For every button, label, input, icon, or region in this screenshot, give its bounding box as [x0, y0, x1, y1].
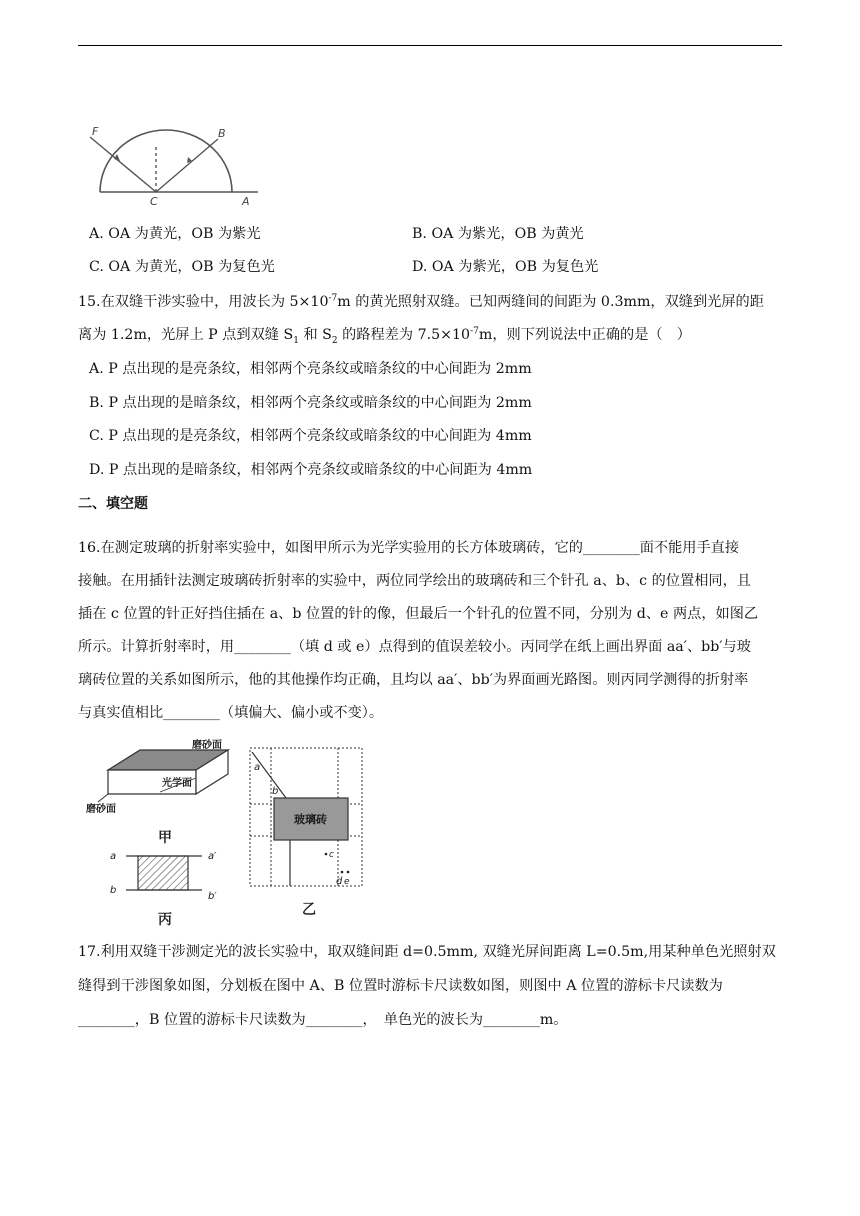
yi-d-label: d: [336, 876, 343, 887]
q17-line2: 缝得到干涉图象如图，分划板在图中 A、B 位置时游标卡尺读数如图，则图中 A 位置的游标卡尺读数为: [78, 978, 723, 994]
bing-caption: 丙: [158, 912, 172, 928]
q17-line3: ________，B 位置的游标卡尺读数为________， 单色光的波长为________m。: [78, 1012, 568, 1028]
q16-line2: 接触。在用插针法测定玻璃砖折射率的实验中，两位同学绘出的玻璃砖和三个针孔 a、b、c 的位置相同，且: [78, 573, 751, 589]
bing-a-prime-label: a′: [208, 851, 217, 862]
q15-stem-line2: 离为 1.2m，光屏上 P 点到双缝 $S_1$ 和 $S_2$ 的路程差为 $7.5\times 10^{-7}m$，则下列说法中正确的是（ ）: [78, 326, 691, 346]
label-C: C: [150, 195, 158, 208]
q16-line6: 与真实值相比________（填偏大、偏小或不变）。: [78, 705, 384, 721]
q16-line4: 所示。计算折射率时，用________（填 d 或 e）点得到的值误差较小。丙同学在纸上画出界面 aa′、bb′与玻: [78, 639, 751, 655]
bing-b-prime-label: b′: [208, 891, 217, 902]
jia-frosted-side-label: 磨砂面: [86, 804, 116, 815]
q14-option-c: C. OA 为黄光，OB 为复色光: [89, 259, 275, 275]
q17-line1: 17.利用双缝干涉测定光的波长实验中，取双缝间距 d=0.5mm, 双缝光屏间距离 L=0.5m,用某种单色光照射双: [78, 944, 776, 960]
jia-optical-face-label: 光学面: [162, 778, 192, 789]
label-B: B: [218, 127, 226, 140]
q14-semicircle-figure: [80, 125, 270, 210]
q16-line1: 16.在测定玻璃的折射率实验中，如图甲所示为光学实验用的长方体玻璃砖，它的________面不能用手直接: [78, 540, 740, 556]
label-F: F: [92, 125, 99, 138]
q15-option-a: A. P 点出现的是亮条纹，相邻两个亮条纹或暗条纹的中心间距为 2mm: [89, 361, 532, 377]
yi-c-label: c: [329, 850, 334, 860]
bing-glass-block: [138, 856, 188, 890]
jia-caption: 甲: [158, 830, 172, 846]
q15-option-c: C. P 点出现的是亮条纹，相邻两个亮条纹或暗条纹的中心间距为 4mm: [89, 428, 532, 444]
yi-glass-label: 玻璃砖: [294, 813, 327, 826]
q16-line5: 璃砖位置的关系如图所示，他的其他操作均正确，且均以 aa′、bb′为界面画光路图。则丙同学测得的折射率: [78, 672, 749, 688]
bing-a-label: a: [110, 851, 117, 862]
jia-frosted-top-label: 磨砂面: [192, 740, 222, 751]
q15-stem-line1: 15.在双缝干涉实验中，用波长为 $5\times 10^{-7}m$ 的黄光照射双缝。已知两缝间的间距为 0.3mm，双缝到光屏的距: [78, 293, 764, 310]
jia-glass-block: [98, 750, 228, 802]
q16-line3: 插在 c 位置的针正好挡住插在 a、b 位置的针的像，但最后一个针孔的位置不同，分别为 d、e 两点，如图乙: [78, 606, 759, 622]
q16-figure: [80, 742, 370, 932]
header-rule: [78, 45, 782, 46]
yi-e-label: e: [344, 877, 350, 887]
q14-option-d: D. OA 为紫光，OB 为复色光: [412, 259, 599, 275]
section-heading-fill-in: 二、填空题: [78, 496, 148, 512]
q14-option-b: B. OA 为紫光，OB 为黄光: [412, 226, 584, 242]
label-A: A: [242, 195, 250, 208]
bing-b-label: b: [110, 885, 117, 896]
q15-option-b: B. P 点出现的是暗条纹，相邻两个亮条纹或暗条纹的中心间距为 2mm: [89, 395, 532, 411]
yi-a-label: a: [254, 762, 261, 773]
q14-option-a: A. OA 为黄光，OB 为紫光: [89, 226, 261, 242]
q15-option-d: D. P 点出现的是暗条纹，相邻两个亮条纹或暗条纹的中心间距为 4mm: [89, 462, 533, 478]
yi-caption: 乙: [302, 902, 316, 918]
yi-b-label: b: [272, 786, 279, 797]
